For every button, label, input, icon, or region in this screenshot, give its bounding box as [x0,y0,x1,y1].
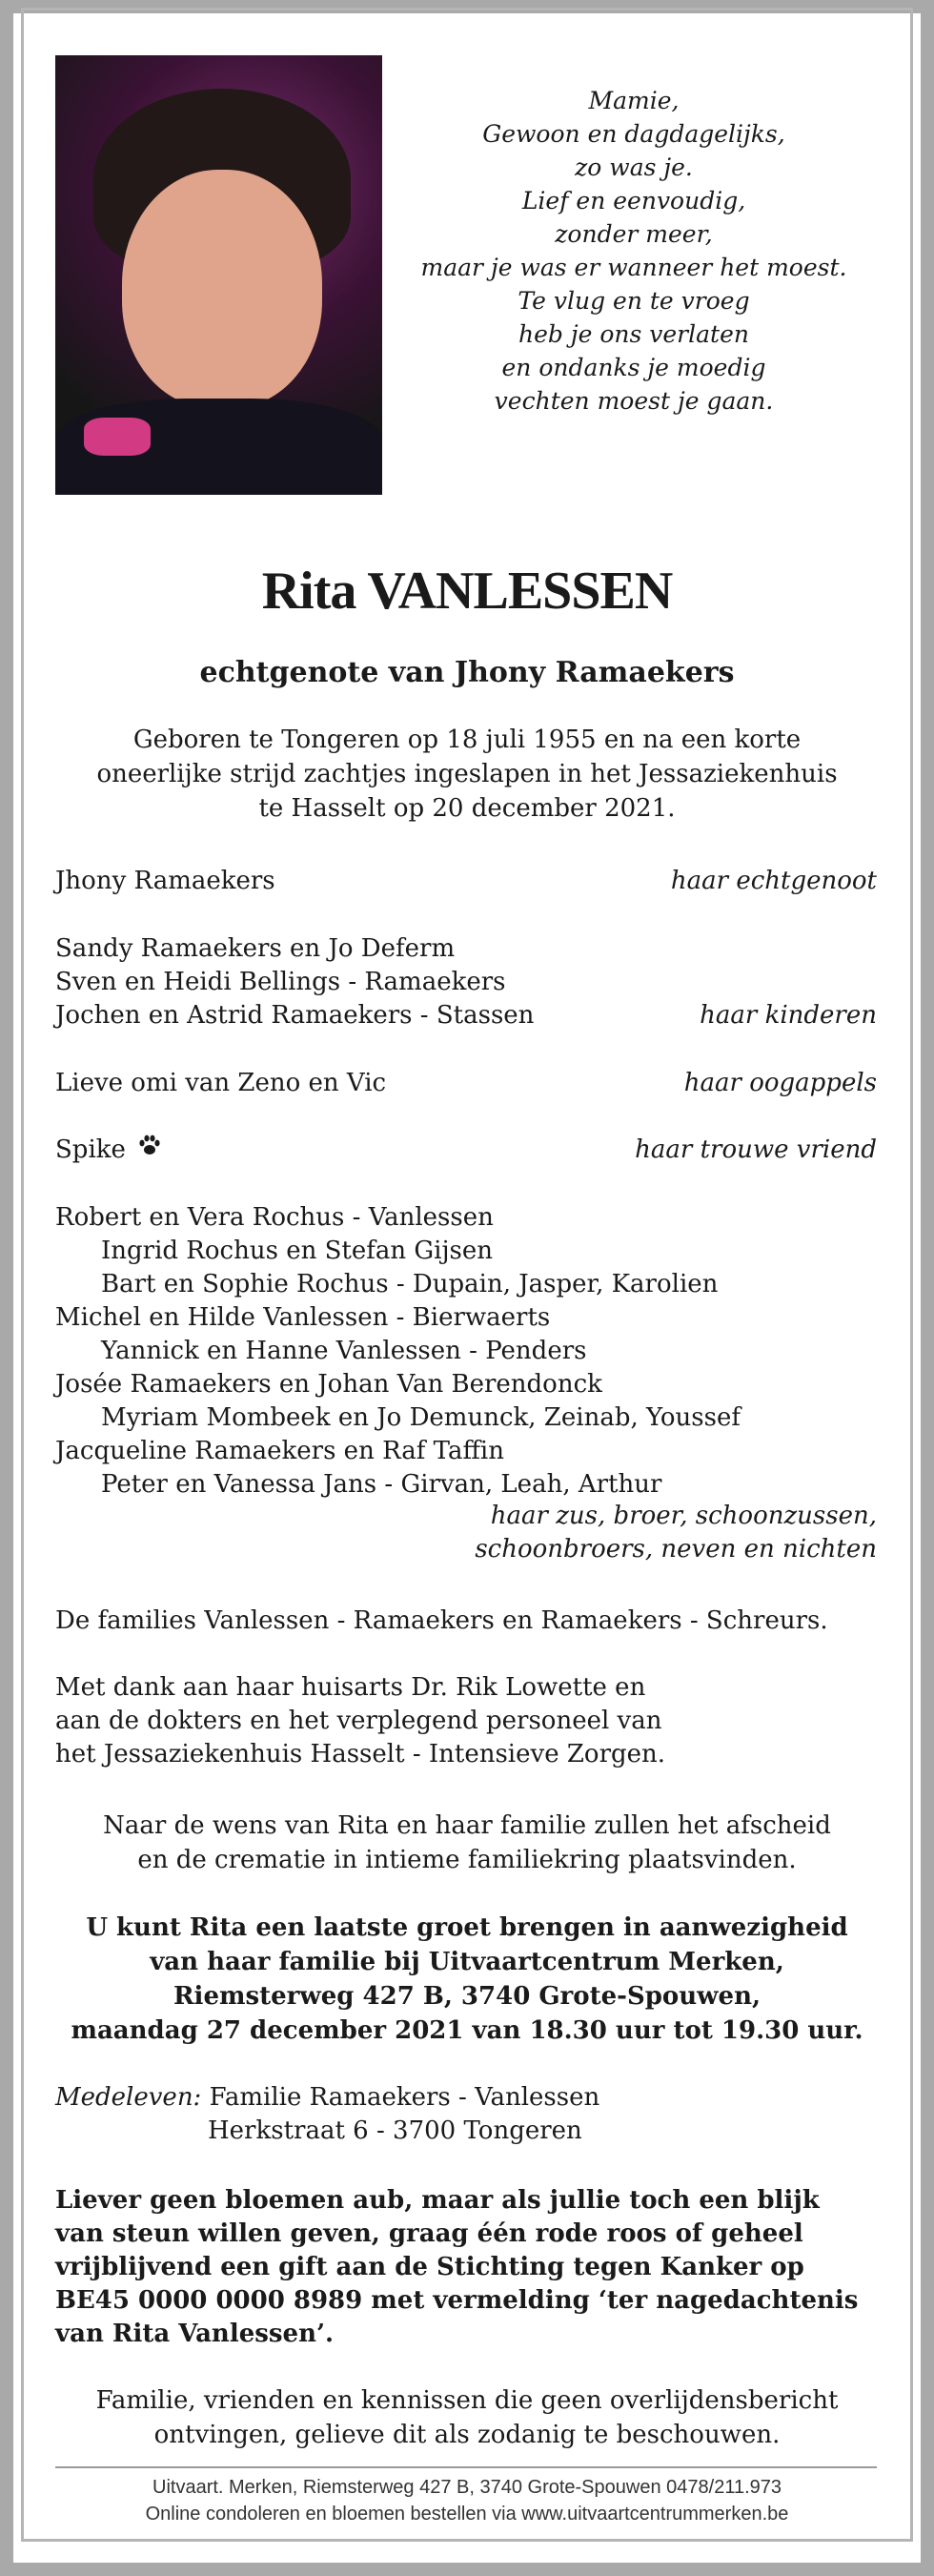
families-line [55,1604,877,1638]
sibling-name: Yannick en Hanne Vanlessen - Penders [101,1337,587,1365]
birth-text [0,723,934,826]
birth-line: Geboren te Tongeren op 18 juli 1955 en na een korte [132,726,802,754]
families-text: De families Vanlessen - Ramaekers en Ramaekers - Schreurs. [55,1606,828,1635]
paw-icon [137,1134,162,1168]
grandchildren-name: Lieve omi van Zeno en Vic [55,1069,387,1097]
spouse-line: echtgenote van Jhony Ramaekers [199,656,735,689]
visit-line: U kunt Rita een laatste groet brengen in aanwezigheid [86,1913,848,1942]
sibling-row [55,1400,923,1435]
child-row [55,931,877,966]
sibling-row [55,1467,923,1502]
flowers-line [55,2183,877,2218]
siblings-role-row [55,1532,877,1566]
visit-line: maandag 27 december 2021 van 18.30 uur tot 19.30 uur. [71,2016,863,2045]
husband-name: Jhony Ramaekers [55,867,275,895]
portrait-photo [55,55,382,495]
notice-text [0,2383,934,2452]
thanks-line [55,1704,877,1738]
pet-role: haar trouwe vriend [635,1135,877,1164]
grandchildren-role: haar oogappels [683,1069,877,1097]
footer-website: Online condoleren en bloemen bestellen via www.uitvaartcentrummerken.be [145,2504,789,2525]
wish-text [0,1809,934,1877]
sibling-name: Michel en Hilde Vanlessen - Bierwaerts [55,1303,551,1332]
sibling-name: Robert en Vera Rochus - Vanlessen [55,1203,494,1232]
sibling-name: Ingrid Rochus en Stefan Gijsen [101,1237,493,1265]
thanks-text: aan de dokters en het verplegend personeel van [55,1707,662,1735]
poem-line: heb je ons verlaten [518,320,749,348]
portrait-scarf [84,418,151,456]
child-name: Sven en Heidi Bellings - Ramaekers [55,968,506,996]
husband-row [55,864,877,898]
poem-line: Gewoon en dagdagelijks, [482,120,785,148]
sibling-name: Peter en Vanessa Jans - Girvan, Leah, Arthur [101,1470,662,1499]
footer-divider [55,2466,877,2468]
birth-line: te Hasselt op 20 december 2021. [258,794,676,823]
poem-line: zo was je. [575,153,693,181]
children-role: haar kinderen [700,1001,877,1030]
poem-line: vechten moest je gaan. [494,387,774,415]
condolence-line [55,2080,877,2115]
flowers-text: Liever geen bloemen aub, maar als jullie toch een blijk [55,2186,820,2215]
condolence-label: Medeleven: [55,2083,202,2112]
birth-line: oneerlijke strijd zachtjes ingeslapen in het Jessaziekenhuis [96,760,838,788]
thanks-text: Met dank aan haar huisarts Dr. Rik Lowette en [55,1673,646,1702]
sibling-row [55,1367,877,1401]
poem-line: Te vlug en te vroeg [518,287,750,315]
grandchildren-row [55,1066,877,1100]
condolence-name: Familie Ramaekers - Vanlessen [209,2083,600,2112]
siblings-role: schoonbroers, neven en nichten [475,1535,877,1564]
child-name: Sandy Ramaekers en Jo Deferm [55,934,456,963]
flowers-text: van Rita Vanlessen’. [55,2320,335,2348]
thanks-line [55,1737,877,1771]
flowers-text: van steun willen geven, graag één rode roos of geheel [55,2219,803,2248]
visit-line: van haar familie bij Uitvaartcentrum Merken, [150,1948,784,1976]
siblings-role: haar zus, broer, schoonzussen, [490,1502,877,1530]
poem-line: Mamie, [588,87,680,114]
notice-line: ontvingen, gelieve dit als zodanig te beschouwen. [153,2421,781,2449]
sibling-name: Bart en Sophie Rochus - Dupain, Jasper, Karolien [101,1270,719,1298]
sibling-row [55,1334,923,1368]
flowers-line [55,2250,877,2284]
deceased-name: Rita VANLESSEN [261,562,673,621]
sibling-row [55,1434,877,1468]
child-row [55,998,877,1032]
husband-role: haar echtgenoot [670,867,877,895]
child-name: Jochen en Astrid Ramaekers - Stassen [55,1001,535,1030]
sibling-name: Jacqueline Ramaekers en Raf Taffin [55,1437,504,1465]
sibling-row [55,1267,923,1301]
flowers-text: vrijblijvend een gift aan de Stichting tegen Kanker op [55,2253,804,2281]
condolence-address: Herkstraat 6 - 3700 Tongeren [208,2116,582,2145]
portrait-face [122,170,322,408]
poem [410,84,858,418]
thanks-text: het Jessaziekenhuis Hasselt - Intensieve Zorgen. [55,1740,666,1768]
wish-line: en de crematie in intieme familiekring plaatsvinden. [137,1846,797,1874]
siblings-role-row [55,1499,877,1533]
visit-text [0,1911,934,2048]
wish-line: Naar de wens van Rita en haar familie zullen het afscheid [103,1811,831,1840]
poem-line: en ondanks je moedig [501,354,766,381]
visit-line: Riemsterweg 427 B, 3740 Grote-Spouwen, [173,1982,761,2011]
pet-name: Spike [55,1135,126,1164]
poem-line: zonder meer, [555,220,713,248]
flowers-line [55,2217,877,2251]
flowers-line [55,2317,877,2351]
pet-row [55,1133,877,1167]
flowers-line [55,2283,877,2318]
child-row [55,965,877,999]
footer-address: Uitvaart. Merken, Riemsterweg 427 B, 3740 Grote-Spouwen 0478/211.973 [152,2477,782,2498]
sibling-name: Myriam Mombeek en Jo Demunck, Zeinab, Youssef [101,1403,741,1432]
thanks-line [55,1670,877,1705]
poem-line: Lief en eenvoudig, [521,187,746,215]
poem-line: maar je was er wanneer het moest. [420,254,847,281]
sibling-row [55,1300,877,1335]
notice-line: Familie, vrienden en kennissen die geen overlijdensbericht [95,2386,839,2415]
sibling-name: Josée Ramaekers en Johan Van Berendonck [55,1370,602,1399]
sibling-row [55,1200,877,1235]
sibling-row [55,1234,923,1268]
flowers-text: BE45 0000 0000 8989 met vermelding ‘ter nagedachtenis [55,2286,859,2315]
condolence-address-line [55,2114,934,2148]
